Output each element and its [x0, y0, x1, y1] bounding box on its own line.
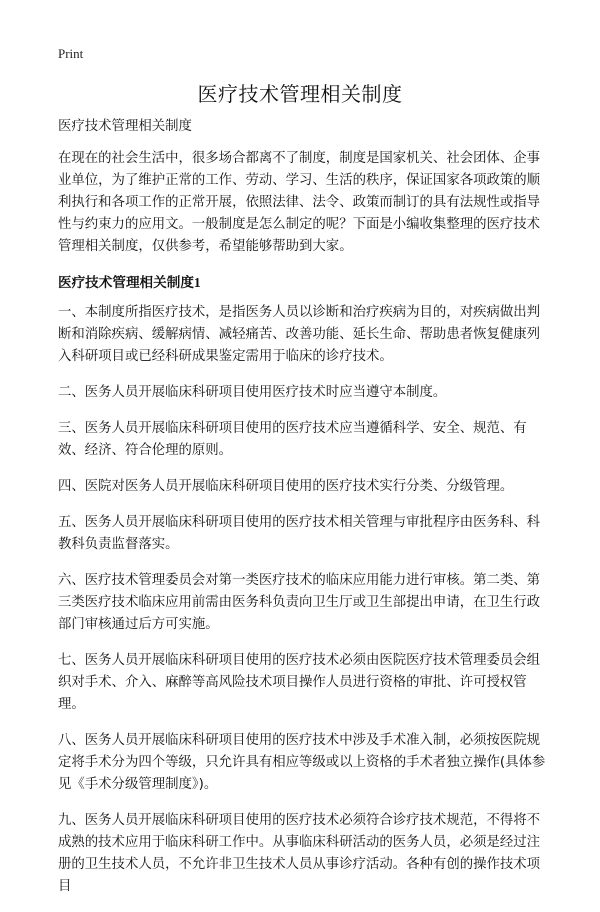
page-title: 医疗技术管理相关制度 [197, 82, 403, 106]
paragraph-2: 二、医务人员开展临床科研项目使用医疗技术时应当遵守本制度。 [58, 385, 447, 400]
print-link[interactable]: Print [58, 46, 84, 61]
paragraph-6: 六、医疗技术管理委员会对第一类医疗技术的临床应用能力进行审核。第二类、第三类医疗技术临床应用前需由医务科负责向卫生厅或卫生部提出申请，在卫生行政部门审核通过后方可实施。 [58, 573, 541, 632]
paragraph-7: 七、医务人员开展临床科研项目使用的医疗技术必须由医院医疗技术管理委员会组织对手术、介入、麻醉等高风险技术项目操作人员进行资格的审批、许可授权管理。 [58, 653, 541, 712]
paragraph-8: 八、医务人员开展临床科研项目使用的医疗技术中涉及手术准入制，必须按医院规定将手术分为四个等级，只允许具有相应等级或以上资格的手术者独立操作(具体参见《手术分级管理制度》)。 [58, 733, 546, 792]
paragraph-9: 九、医务人员开展临床科研项目使用的医疗技术必须符合诊疗技术规范，不得将不成熟的技术应用于临床科研工作中。从事临床科研活动的医务人员，必须是经过注册的卫生技术人员，不允许非卫生技术人员从事诊疗活动。各种有创的操作技术项目 [58, 813, 541, 894]
intro-paragraph: 在现在的社会生活中，很多场合都离不了制度，制度是国家机关、社会团体、企事业单位，为了维护正常的工作、劳动、学习、生活的秩序，保证国家各项政策的顺利执行和各项工作的正常开展，依照法律、法令、政策而制订的具有法规性或指导性与约束力的应用文。一般制度是怎么制定的呢？下面是小编收集整理的医疗技术管理相关制度，仅供参考，希望能够帮助到大家。 [58, 151, 541, 254]
paragraph-3: 三、医务人员开展临床科研项目使用的医疗技术应当遵循科学、安全、规范、有效、经济、符合伦理的原则。 [58, 421, 527, 458]
document-subtitle: 医疗技术管理相关制度 [58, 119, 192, 134]
paragraph-1: 一、本制度所指医疗技术，是指医务人员以诊断和治疗疾病为目的，对疾病做出判断和消除疾病、缓解病情、减轻痛苦、改善功能、延长生命、帮助患者恢复健康列入科研项目或已经科研成果鉴定需用于临床的诊疗技术。 [58, 305, 541, 364]
paragraph-5: 五、医务人员开展临床科研项目使用的医疗技术相关管理与审批程序由医务科、科教科负责监督落实。 [58, 515, 541, 552]
document-body [58, 116, 548, 912]
section-heading: 医疗技术管理相关制度1 [58, 275, 201, 290]
paragraph-4: 四、医院对医务人员开展临床科研项目使用的医疗技术实行分类、分级管理。 [58, 479, 514, 494]
